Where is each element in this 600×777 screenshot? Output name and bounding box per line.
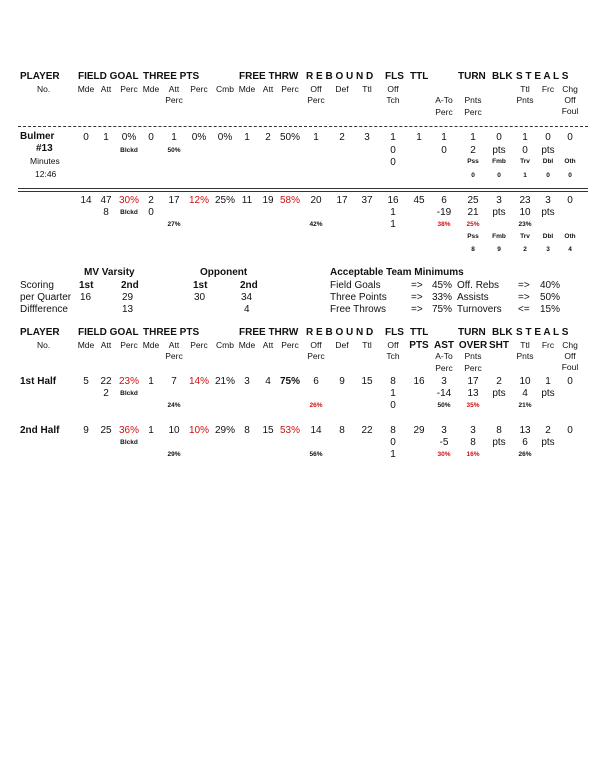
half1-st-chg: 0 [567,376,573,387]
sub-ast-ato-perc: Perc [435,363,453,373]
sub-rb-def: Def [335,340,349,350]
sub-st-frc: Frc [541,340,555,350]
team-rb-off: 20 [310,195,322,206]
half2-ttl: 29 [413,425,425,436]
half1-rb-ttl: 15 [361,376,373,387]
team-dbl-label: Dbl [542,233,554,240]
player-st-frc-pts: pts [541,145,555,156]
team-divider-2 [18,191,588,192]
team-oth: 4 [568,246,572,253]
half2-ft-mde: 8 [244,425,250,436]
min-label2: Turnovers [457,304,502,315]
half1-st-ttl-2: 4 [522,388,528,399]
opp-2nd-score: 34 [241,292,253,303]
team-tp-mde-2: 0 [148,207,154,218]
half1-ft-att: 4 [265,376,271,387]
sub-st-off: Off [564,351,576,361]
team-fls-2: 1 [390,207,396,218]
team-rb-off-perc: 42% [309,221,323,228]
player-fls-3: 0 [390,157,396,168]
team-fls: 16 [387,195,399,206]
sub-turn-pnts: Pnts [464,351,482,361]
sub-fls-off: Off [387,340,399,350]
player-st-ttl-2: 0 [522,145,528,156]
half2-ast: 3 [441,425,447,436]
min-arrow: => [518,292,530,303]
half1-st-ttl: 10 [519,376,531,387]
half2-ast-3: 30% [437,451,451,458]
col-steals: S T E A L S [516,327,569,338]
player-st-frc: 0 [545,132,551,143]
half1-ast-2: -14 [436,388,452,399]
opp-col-1st: 1st [193,280,208,291]
half1-tp-mde: 1 [148,376,154,387]
opp-col-2nd: 2nd [240,280,258,291]
minutes-value: 12:46 [35,169,57,179]
half1-tp-cmb: 21% [214,376,236,387]
team-fg-perc: 30% [118,195,140,206]
team-st-chg: 0 [567,195,573,206]
half1-turn-2: 13 [467,388,479,399]
team-fmb-label: Fmb [492,233,506,240]
col-three-pts: THREE PTS [143,71,200,82]
sub-rb-ttl: Ttl [362,340,372,350]
sub-tp-cmb: Cmb [216,340,234,350]
half2-fg-att: 25 [100,425,112,436]
half1-blk-pts: pts [492,388,506,399]
half2-tp-cmb: 29% [214,425,236,436]
sub-tp-att: Att [168,340,180,350]
sub-ft-att: Att [262,84,274,94]
min-arrow: => [411,292,423,303]
half1-fg-att: 22 [100,376,112,387]
half1-st-frc-pts: pts [541,388,555,399]
sub-pts: PTS [409,340,429,351]
player-ft-mde: 1 [244,132,250,143]
opp-difference: 4 [244,304,250,315]
col-ttl: TTL [410,327,429,338]
sub-rb-off: Off [310,84,322,94]
col-turn: TURN [458,327,486,338]
col-rebound: R E B O U N D [306,327,374,338]
half2-tp-mde: 1 [148,425,154,436]
minutes-label: Minutes [30,156,60,166]
min-value2: 15% [540,304,561,315]
half2-turn-3: 16% [466,451,480,458]
player-trv: 1 [523,172,527,179]
half1-ft-perc: 75% [279,376,301,387]
sub-tp-mde: Mde [142,84,160,94]
player-dbl: 0 [546,172,550,179]
sub-sht: SHT [489,340,509,351]
team-pss-label: Pss [467,233,479,240]
header-divider [18,126,588,127]
mv-col-2nd: 2nd [121,280,139,291]
half1-rb-off-perc: 26% [309,402,323,409]
mv-difference: 13 [122,304,134,315]
sub-tp-att-perc: Perc [165,95,183,105]
team-st-ttl-2: 10 [519,207,531,218]
sub-ast-ato-perc: Perc [435,107,453,117]
team-turn: 25 [467,195,479,206]
team-rb-def: 17 [336,195,348,206]
sub-fls-tch: Tch [386,351,400,361]
player-tp-att: 1 [171,132,177,143]
sub-ast-ato: A-To [435,95,453,105]
team-st-frc: 3 [545,195,551,206]
min-value: 75% [432,304,453,315]
half1-st-ttl-3: 21% [518,402,532,409]
mv-1st-score: 16 [80,292,92,303]
team-ft-perc: 58% [279,195,301,206]
col-turn: TURN [458,71,486,82]
col-rebound: R E B O U N D [306,71,374,82]
half1-tp-perc: 14% [188,376,210,387]
player-oth-label: Oth [564,158,576,165]
col-ttl: TTL [410,71,429,82]
sub-fg-att: Att [100,84,112,94]
team-fg-att: 47 [100,195,112,206]
half1-fg-blckd: Blckd [120,390,138,397]
half1-fg-perc: 23% [118,376,140,387]
sub-tp-perc: Perc [190,84,208,94]
player-fg-blckd: Blckd [120,147,138,154]
sub-fls-tch: Tch [386,95,400,105]
half2-fg-perc: 36% [118,425,140,436]
half2-st-chg: 0 [567,425,573,436]
half1-label: 1st Half [20,376,57,387]
half2-st-ttl-2: 6 [522,437,528,448]
col-steals: S T E A L S [516,71,569,82]
team-rb-ttl: 37 [361,195,373,206]
team-ast-2: -19 [436,207,452,218]
team-st-ttl: 23 [519,195,531,206]
sub-st-ttl: Ttl [520,340,530,350]
sub-over: OVER [458,340,488,351]
half2-blk-pts: pts [492,437,506,448]
col-free-thrw: FREE THRW [239,71,299,82]
team-fls-3: 1 [390,219,396,230]
half1-tp-att: 7 [171,376,177,387]
player-pss: 0 [471,172,475,179]
half2-rb-off: 14 [310,425,322,436]
player-fmb-label: Fmb [492,158,506,165]
sub-tp-att: Att [168,84,180,94]
team-divider-1 [18,188,588,189]
player-dbl-label: Dbl [542,158,554,165]
team-ft-mde: 11 [241,195,253,206]
player-tp-att-perc: 50% [167,147,181,154]
half1-ft-mde: 3 [244,376,250,387]
team-tp-att: 17 [168,195,180,206]
sub-st-ttl: Ttl [520,84,530,94]
min-arrow: => [411,280,423,291]
player-rb-off: 1 [313,132,319,143]
player-fg-perc: 0% [121,132,137,143]
col-blk: BLK [492,71,513,82]
half1-turn-3: 35% [466,402,480,409]
half2-tp-att-perc: 29% [167,451,181,458]
min-arrow: => [411,304,423,315]
sub-st-pnts: Pnts [516,351,534,361]
player-tp-perc: 0% [191,132,207,143]
sub-rb-off-perc: Perc [307,351,325,361]
half1-rb-def: 9 [339,376,345,387]
sub-fls-off: Off [387,84,399,94]
team-ast: 6 [441,195,447,206]
team-dbl: 3 [546,246,550,253]
sub-st-foul: Foul [561,362,579,372]
sub-fg-att: Att [100,340,112,350]
col-fls: FLS [385,327,404,338]
col-player: PLAYER [20,71,60,82]
half2-fls: 8 [390,425,396,436]
team-ast-3: 38% [437,221,451,228]
player-rb-ttl: 3 [364,132,370,143]
col-field-goal: FIELD GOAL [78,71,139,82]
player-st-ttl: 1 [522,132,528,143]
player-number: #13 [36,143,53,154]
player-name: Bulmer [20,131,55,142]
team-blk: 3 [496,195,502,206]
player-fg-mde: 0 [83,132,89,143]
sub-ft-att: Att [262,340,274,350]
min-value2: 50% [540,292,561,303]
opponent-title: Opponent [200,267,248,278]
min-label2: Assists [457,292,489,303]
player-tp-mde: 0 [148,132,154,143]
min-arrow-le: <= [518,304,530,315]
sub-tp-att-perc: Perc [165,351,183,361]
mv-varsity-title: MV Varsity [84,267,135,278]
min-value2: 40% [540,280,561,291]
half2-turn-2: 8 [470,437,476,448]
sub-fg-mde: Mde [77,340,95,350]
col-player: PLAYER [20,327,60,338]
half2-rb-off-perc: 56% [309,451,323,458]
player-pss-label: Pss [467,158,479,165]
half2-fls-2: 0 [390,437,396,448]
half1-st-frc: 1 [545,376,551,387]
per-quarter-label: per Quarter [20,292,72,303]
half2-ft-att: 15 [262,425,274,436]
player-rb-def: 2 [339,132,345,143]
team-turn-3: 25% [466,221,480,228]
half1-fls: 8 [390,376,396,387]
player-ast: 1 [441,132,447,143]
player-turn-2: 2 [470,145,476,156]
sub-ast-ato: A-To [435,351,453,361]
half1-ast-3: 50% [437,402,451,409]
col-three-pts: THREE PTS [143,327,200,338]
half2-turn: 3 [470,425,476,436]
half2-st-frc-pts: pts [541,437,555,448]
team-fg-att-2: 8 [103,207,109,218]
sub-fg-perc: Perc [120,340,138,350]
sub-ft-perc: Perc [281,84,299,94]
player-ft-att: 2 [265,132,271,143]
player-ttl: 1 [416,132,422,143]
player-trv-label: Trv [520,158,530,165]
half2-rb-def: 8 [339,425,345,436]
sub-fg-perc: Perc [120,84,138,94]
team-blk-pts: pts [492,207,506,218]
half1-fg-mde: 5 [83,376,89,387]
half2-st-ttl: 13 [519,425,531,436]
mv-col-1st: 1st [79,280,94,291]
sub-tp-perc: Perc [190,340,208,350]
player-oth: 0 [568,172,572,179]
sub-rb-off: Off [310,340,322,350]
team-tp-mde: 2 [148,195,154,206]
team-tp-cmb: 25% [214,195,236,206]
col-field-goal: FIELD GOAL [78,327,139,338]
sub-st-chg: Chg [562,340,578,350]
sub-fg-mde: Mde [77,84,95,94]
half2-fls-3: 1 [390,449,396,460]
player-fls: 1 [390,132,396,143]
min-arrow: => [518,280,530,291]
half2-blk: 8 [496,425,502,436]
sub-ast: AST [434,340,454,351]
col-free-thrw: FREE THRW [239,327,299,338]
team-fg-blckd: Blckd [120,209,138,216]
col-fls: FLS [385,71,404,82]
half2-fg-mde: 9 [83,425,89,436]
min-value: 45% [432,280,453,291]
sub-st-frc: Frc [541,84,555,94]
sub-ft-mde: Mde [238,84,256,94]
half1-blk: 2 [496,376,502,387]
sub-st-foul: Foul [561,106,579,116]
min-label: Free Throws [330,304,386,315]
sub-tp-cmb: Cmb [216,84,234,94]
sub-rb-def: Def [335,84,349,94]
col-no: No. [37,340,51,350]
half1-tp-att-perc: 24% [167,402,181,409]
sub-ft-mde: Mde [238,340,256,350]
half2-st-ttl-3: 26% [518,451,532,458]
team-turn-2: 21 [467,207,479,218]
half1-turn: 17 [467,376,479,387]
team-pss: 8 [471,246,475,253]
player-fg-att: 1 [103,132,109,143]
min-value: 33% [432,292,453,303]
sub-rb-ttl: Ttl [362,84,372,94]
sub-rb-off-perc: Perc [307,95,325,105]
half2-st-frc: 2 [545,425,551,436]
half2-ft-perc: 53% [279,425,301,436]
half1-fls-3: 0 [390,400,396,411]
team-ft-att: 19 [262,195,274,206]
min-label: Field Goals [330,280,381,291]
half2-tp-perc: 10% [188,425,210,436]
mv-2nd-score: 29 [122,292,134,303]
team-ttl: 45 [413,195,425,206]
half2-label: 2nd Half [20,425,60,436]
min-label: Three Points [330,292,387,303]
sub-st-off: Off [564,95,576,105]
half1-fls-2: 1 [390,388,396,399]
sub-st-chg: Chg [562,84,578,94]
half1-ttl: 16 [413,376,425,387]
minimums-title: Acceptable Team Minimums [330,267,464,278]
team-fg-mde: 14 [80,195,92,206]
team-st-ttl-3: 23% [518,221,532,228]
half1-rb-off: 6 [313,376,319,387]
player-st-chg: 0 [567,132,573,143]
player-fmb: 0 [497,172,501,179]
col-no: No. [37,84,51,94]
col-blk: BLK [492,327,513,338]
difference-label: Diffference [20,304,68,315]
sub-turn-pnts-perc: Perc [464,107,482,117]
player-turn: 1 [470,132,476,143]
sub-ft-perc: Perc [281,340,299,350]
sub-tp-mde: Mde [142,340,160,350]
half1-ast: 3 [441,376,447,387]
team-tp-perc: 12% [188,195,210,206]
half1-fg-att-2: 2 [103,388,109,399]
half2-fg-blckd: Blckd [120,439,138,446]
sub-turn-pnts: Pnts [464,95,482,105]
half2-tp-att: 10 [168,425,180,436]
sub-turn-pnts-perc: Perc [464,363,482,373]
team-oth-label: Oth [564,233,576,240]
team-st-frc-pts: pts [541,207,555,218]
team-tp-att-perc: 27% [167,221,181,228]
half2-rb-ttl: 22 [361,425,373,436]
player-ast-2: 0 [441,145,447,156]
scoring-label: Scoring [20,280,54,291]
sub-st-pnts: Pnts [516,95,534,105]
player-blk-pts: pts [492,145,506,156]
player-fls-2: 0 [390,145,396,156]
team-fmb: 9 [497,246,501,253]
team-trv-label: Trv [520,233,530,240]
opp-1st-score: 30 [194,292,206,303]
player-blk: 0 [496,132,502,143]
player-ft-perc: 50% [279,132,301,143]
min-label2: Off. Rebs [457,280,500,291]
team-trv: 2 [523,246,527,253]
half2-ast-2: -5 [439,437,449,448]
player-tp-cmb: 0% [217,132,233,143]
